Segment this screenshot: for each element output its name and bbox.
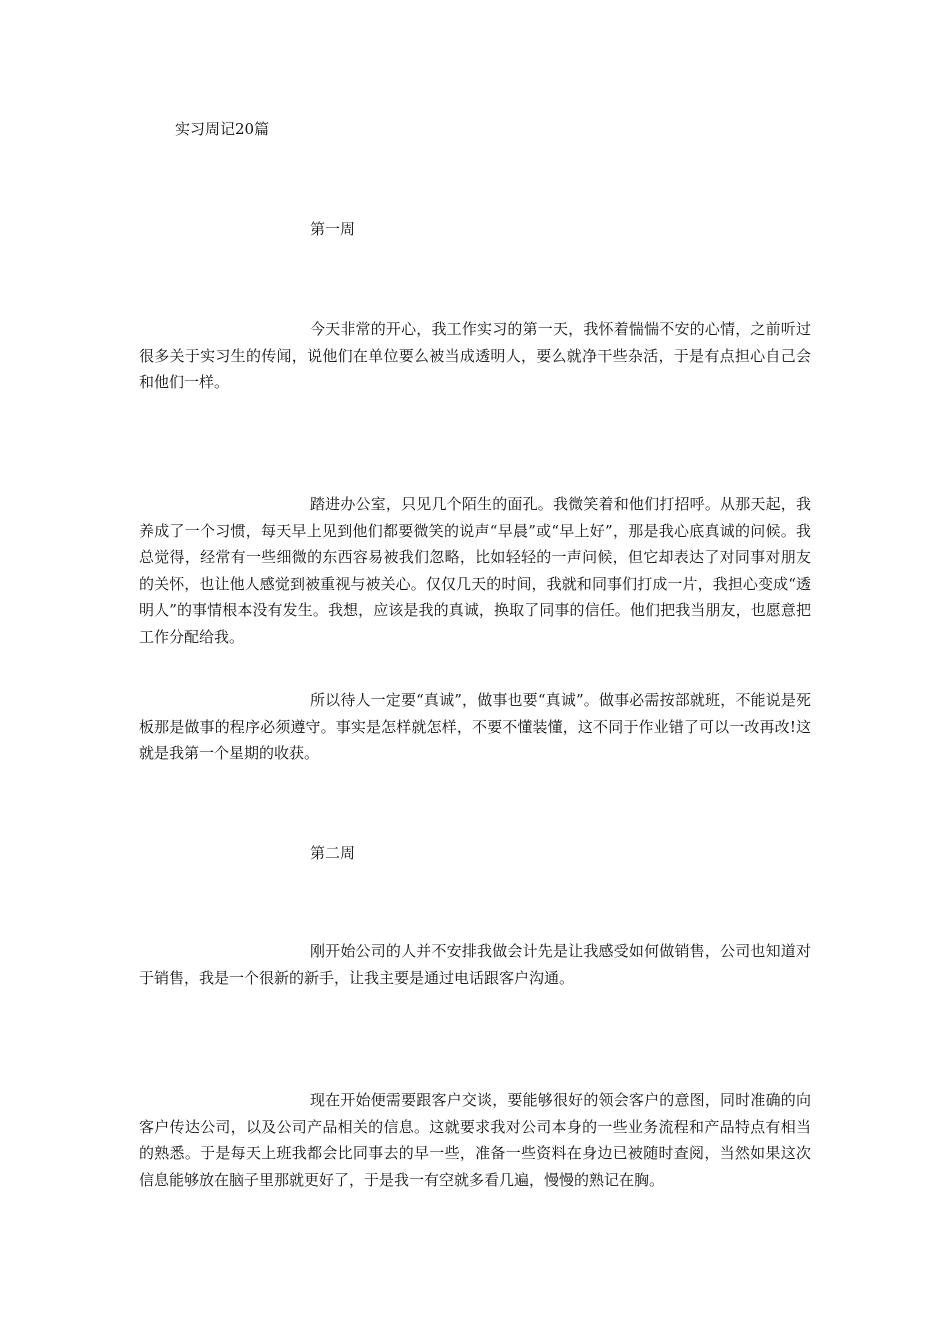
week-2-paragraph-2: 现在开始便需要跟客户交谈，要能够很好的领会客户的意图，同时准确的向客户传达公司，以及公司产品相关的信息。这就要求我对公司本身的一些业务流程和产品特点有相当的熟悉。于是每天上班我都会比同事去的早一些，准备一些资料在身边已被随时查阅，当然如果这次信息能够放在脑子里那就更好了，于是我一有空就多看几遍，慢慢的熟记在胸。	[139, 1091, 811, 1189]
week-1-paragraph-3: 所以待人一定要“真诚”，做事也要“真诚”。做事必需按部就班，不能说是死板那是做事的程序必须遵守。事实是怎样就怎样，不要不懂装懂，这不同于作业错了可以一改再改!这就是我第一个星期的收获。	[139, 691, 811, 762]
week-2-paragraph-1: 刚开始公司的人并不安排我做会计先是让我感受如何做销售，公司也知道对于销售，我是一个很新的新手，让我主要是通过电话跟客户沟通。	[139, 942, 811, 987]
week-1-paragraph-2: 踏进办公室，只见几个陌生的面孔。我微笑着和他们打招呼。从那天起，我养成了一个习惯，每天早上见到他们都要微笑的说声“早晨”或“早上好”，那是我心底真诚的问候。我总觉得，经常有一些细微的东西容易被我们忽略，比如轻轻的一声问候，但它却表达了对同事对朋友的关怀，也让他人感觉到被重视与被关心。仅仅几天的时间，我就和同事们打成一片，我担心变成“透明人”的事情根本没有发生。我想，应该是我的真诚，换取了同事的信任。他们把我当朋友，也愿意把工作分配给我。	[139, 495, 811, 646]
week-2-heading: 第二周	[310, 844, 356, 862]
document-title: 实习周记20篇	[175, 120, 270, 138]
week-1-heading: 第一周	[310, 220, 356, 238]
week-1-paragraph-1: 今天非常的开心，我工作实习的第一天，我怀着惴惴不安的心情，之前听过很多关于实习生的传闻，说他们在单位要么被当成透明人，要么就净干些杂活，于是有点担心自己会和他们一样。	[139, 320, 811, 391]
